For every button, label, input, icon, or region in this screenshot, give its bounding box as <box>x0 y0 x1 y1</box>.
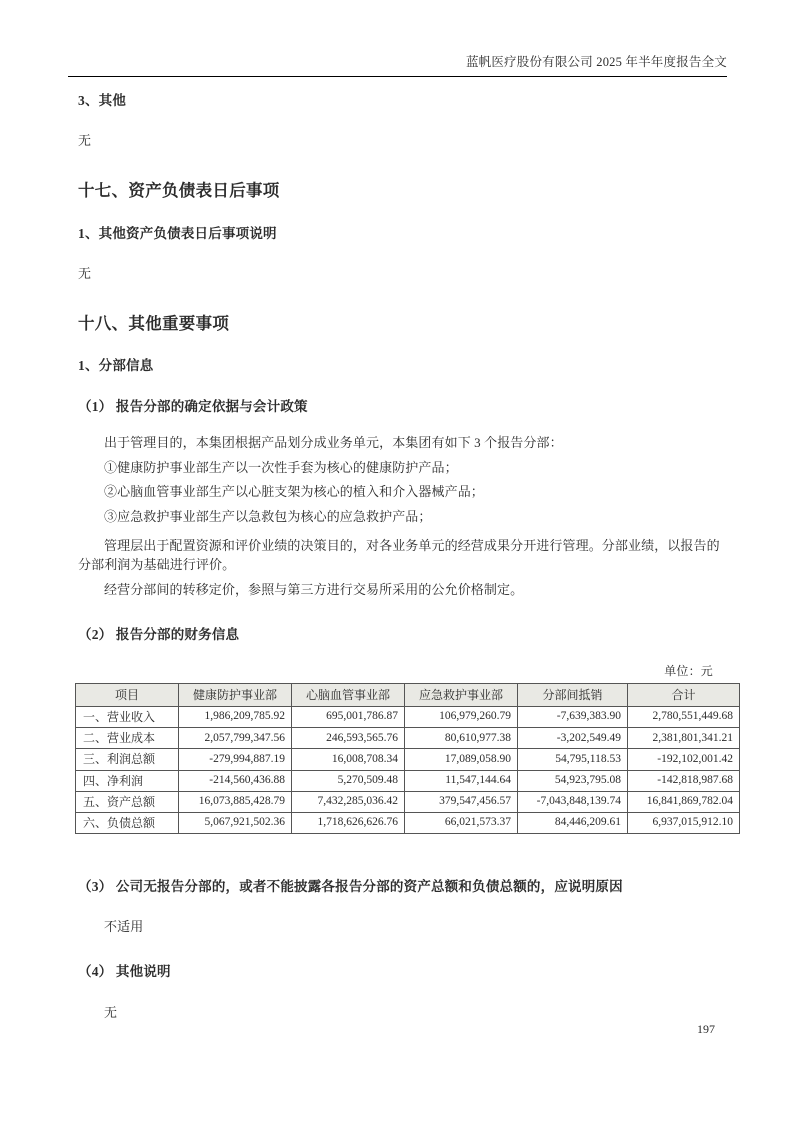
cell-value: 80,610,977.38 <box>405 728 518 749</box>
body-item-3-other: 无 <box>78 133 92 149</box>
column-header-cardio: 心脑血管事业部 <box>292 683 405 706</box>
column-header-emergency: 应急救护事业部 <box>405 683 518 706</box>
paragraph-segment-transfer-pricing: 经营分部间的转移定价，参照与第三方进行交易所采用的公允价格制定。 <box>104 581 524 597</box>
row-label: 三、利润总额 <box>76 749 179 770</box>
cell-value: -192,102,001.42 <box>628 749 740 770</box>
table-row <box>76 770 740 791</box>
cell-value: -142,818,987.68 <box>628 770 740 791</box>
table-row <box>76 707 740 728</box>
body-other-explanation: 无 <box>104 1004 118 1020</box>
cell-value: -7,043,848,139.74 <box>518 791 628 812</box>
cell-value: 17,089,058.90 <box>405 749 518 770</box>
cell-value: 2,057,799,347.56 <box>179 728 292 749</box>
table-row <box>76 791 740 812</box>
row-label: 二、营业成本 <box>76 728 179 749</box>
cell-value: -3,202,549.49 <box>518 728 628 749</box>
row-label: 一、营业收入 <box>76 707 179 728</box>
cell-value: 54,923,795.08 <box>518 770 628 791</box>
cell-value: 1,986,209,785.92 <box>179 707 292 728</box>
column-header-item: 项目 <box>76 683 179 706</box>
heading-item-3-other: 3、其他 <box>78 93 127 108</box>
paragraph-segment-item-2: ②心脑血管事业部生产以心脏支架为核心的植入和介入器械产品； <box>104 484 484 500</box>
page-number: 197 <box>697 1022 715 1036</box>
heading-segment-financial-info: （2） 报告分部的财务信息 <box>78 626 240 642</box>
cell-value: 16,841,869,782.04 <box>628 791 740 812</box>
cell-value: 246,593,565.76 <box>292 728 405 749</box>
cell-value: 7,432,285,036.42 <box>292 791 405 812</box>
cell-value: 106,979,260.79 <box>405 707 518 728</box>
row-label: 四、净利润 <box>76 770 179 791</box>
cell-value: -214,560,436.88 <box>179 770 292 791</box>
cell-value: 66,021,573.37 <box>405 813 518 834</box>
page-content <box>68 92 733 1022</box>
heading-other-explanation: （4） 其他说明 <box>78 964 171 980</box>
body-no-segment-reason: 不适用 <box>104 919 144 935</box>
column-header-health: 健康防护事业部 <box>179 683 292 706</box>
column-header-total: 合计 <box>628 683 740 706</box>
cell-value: 379,547,456.57 <box>405 791 518 812</box>
cell-value: 84,446,209.61 <box>518 813 628 834</box>
column-header-elimination: 分部间抵销 <box>518 683 628 706</box>
paragraph-segment-management: 管理层出于配置资源和评价业绩的决策目的，对各业务单元的经营成果分开进行管理。分部业绩，以报告的分部利润为基础进行评价。 <box>78 538 720 572</box>
cell-value: 2,780,551,449.68 <box>628 707 740 728</box>
table-row <box>76 749 740 770</box>
body-chapter-17-sub-1: 无 <box>78 265 92 281</box>
heading-chapter-17-sub-1: 1、其他资产负债表日后事项说明 <box>78 225 277 241</box>
heading-chapter-18: 十八、其他重要事项 <box>78 314 230 334</box>
heading-chapter-18-sub-1: 1、分部信息 <box>78 358 154 374</box>
paragraph-segment-item-1: ①健康防护事业部生产以一次性手套为核心的健康防护产品； <box>104 459 458 475</box>
table-header-row <box>76 683 740 706</box>
cell-value: 16,073,885,428.79 <box>179 791 292 812</box>
table-row <box>76 728 740 749</box>
cell-value: 695,001,786.87 <box>292 707 405 728</box>
cell-value: 5,270,509.48 <box>292 770 405 791</box>
cell-value: 5,067,921,502.36 <box>179 813 292 834</box>
cell-value: 16,008,708.34 <box>292 749 405 770</box>
running-header: 蓝帆医疗股份有限公司 2025 年半年度报告全文 <box>465 55 727 69</box>
table-unit-label: 单位：元 <box>664 663 713 678</box>
header-divider-rule <box>68 76 727 77</box>
cell-value: 6,937,015,912.10 <box>628 813 740 834</box>
cell-value: 11,547,144.64 <box>405 770 518 791</box>
row-label: 六、负债总额 <box>76 813 179 834</box>
heading-no-segment-reason: （3） 公司无报告分部的，或者不能披露各报告分部的资产总额和负债总额的，应说明原因 <box>78 879 623 895</box>
cell-value: 2,381,801,341.21 <box>628 728 740 749</box>
heading-chapter-17: 十七、资产负债表日后事项 <box>78 181 280 201</box>
paragraph-segment-intro: 出于管理目的，本集团根据产品划分成业务单元，本集团有如下 3 个报告分部： <box>104 434 563 450</box>
cell-value: 1,718,626,626.76 <box>292 813 405 834</box>
cell-value: -7,639,383.90 <box>518 707 628 728</box>
segment-information-table <box>75 683 740 834</box>
cell-value: -279,994,887.19 <box>179 749 292 770</box>
table-row <box>76 813 740 834</box>
row-label: 五、资产总额 <box>76 791 179 812</box>
heading-segment-basis-policy: （1） 报告分部的确定依据与会计政策 <box>78 398 308 414</box>
cell-value: 54,795,118.53 <box>518 749 628 770</box>
paragraph-segment-item-3: ③应急救护事业部生产以急救包为核心的应急救护产品； <box>104 509 432 525</box>
